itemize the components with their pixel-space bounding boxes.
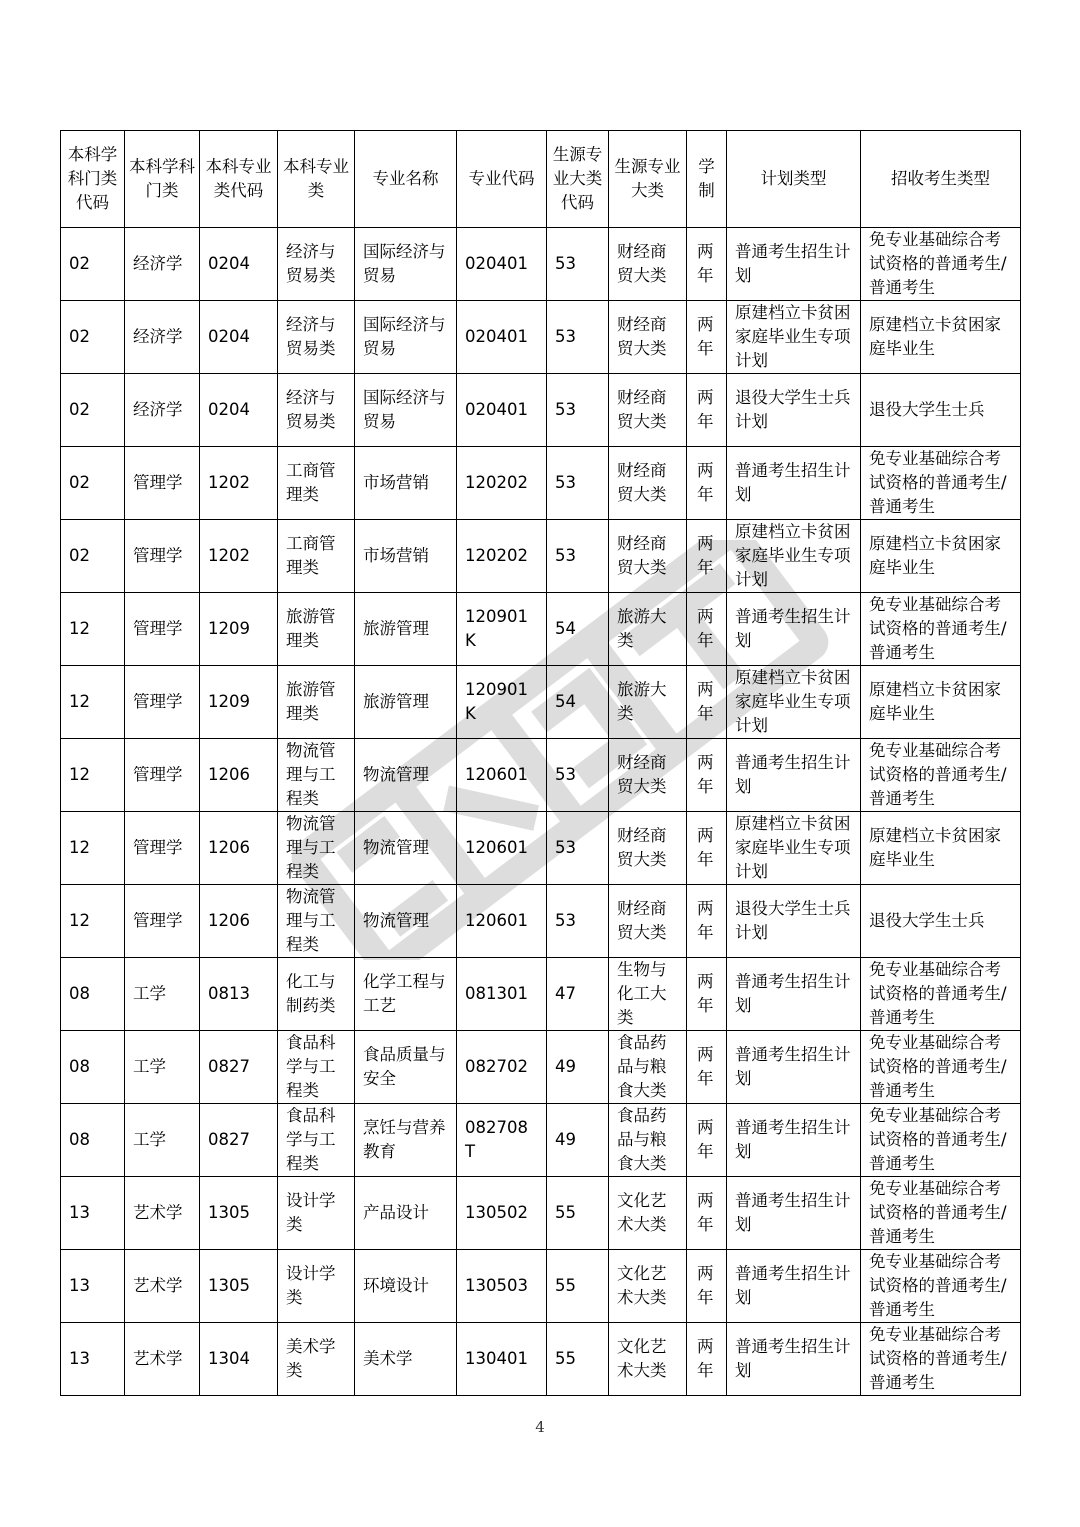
- cell-discipline-code: 02: [61, 374, 125, 447]
- cell-major-name: 烹饪与营养教育: [355, 1104, 457, 1177]
- cell-duration: 两年: [687, 958, 727, 1031]
- header-discipline: 本科学科门类: [125, 131, 200, 228]
- cell-source-class: 财经商贸大类: [609, 739, 687, 812]
- cell-major-name: 物流管理: [355, 885, 457, 958]
- cell-source-class: 生物与化工大类: [609, 958, 687, 1031]
- cell-major-class: 物流管理与工程类: [278, 812, 355, 885]
- table-row: [61, 812, 1021, 885]
- header-major-class: 本科专业类: [278, 131, 355, 228]
- cell-major-name: 市场营销: [355, 520, 457, 593]
- table-row: [61, 1104, 1021, 1177]
- cell-plan-type: 原建档立卡贫困家庭毕业生专项计划: [727, 301, 861, 374]
- cell-duration: 两年: [687, 593, 727, 666]
- cell-discipline-code: 13: [61, 1250, 125, 1323]
- table-row: [61, 1031, 1021, 1104]
- cell-source-class-code: 53: [547, 812, 609, 885]
- cell-duration: 两年: [687, 1104, 727, 1177]
- cell-major-name: 旅游管理: [355, 666, 457, 739]
- cell-major-class-code: 1209: [200, 593, 278, 666]
- cell-source-class: 文化艺术大类: [609, 1323, 687, 1396]
- cell-source-class-code: 53: [547, 520, 609, 593]
- table-row: [61, 1177, 1021, 1250]
- cell-discipline-code: 02: [61, 228, 125, 301]
- cell-major-class-code: 0827: [200, 1031, 278, 1104]
- cell-major-name: 食品质量与安全: [355, 1031, 457, 1104]
- cell-discipline-code: 02: [61, 447, 125, 520]
- cell-source-class-code: 53: [547, 885, 609, 958]
- cell-discipline: 管理学: [125, 739, 200, 812]
- cell-source-class-code: 55: [547, 1177, 609, 1250]
- cell-duration: 两年: [687, 666, 727, 739]
- cell-major-class-code: 1206: [200, 885, 278, 958]
- cell-student-type: 免专业基础综合考试资格的普通考生/普通考生: [861, 447, 1021, 520]
- cell-major-class-code: 0204: [200, 228, 278, 301]
- cell-discipline: 经济学: [125, 228, 200, 301]
- cell-plan-type: 普通考生招生计划: [727, 1250, 861, 1323]
- cell-major-class: 物流管理与工程类: [278, 739, 355, 812]
- cell-major-code: 120601: [457, 739, 547, 812]
- cell-major-class-code: 1206: [200, 739, 278, 812]
- cell-discipline: 经济学: [125, 301, 200, 374]
- cell-discipline: 管理学: [125, 666, 200, 739]
- cell-major-class-code: 1304: [200, 1323, 278, 1396]
- cell-major-code: 082702: [457, 1031, 547, 1104]
- cell-source-class-code: 54: [547, 593, 609, 666]
- cell-major-name: 美术学: [355, 1323, 457, 1396]
- cell-major-code: 020401: [457, 301, 547, 374]
- cell-discipline: 管理学: [125, 593, 200, 666]
- cell-major-class-code: 0827: [200, 1104, 278, 1177]
- cell-major-class: 旅游管理类: [278, 593, 355, 666]
- cell-student-type: 退役大学生士兵: [861, 374, 1021, 447]
- cell-student-type: 原建档立卡贫困家庭毕业生: [861, 301, 1021, 374]
- page-number: 4: [535, 1418, 545, 1436]
- cell-major-code: 130503: [457, 1250, 547, 1323]
- cell-major-name: 市场营销: [355, 447, 457, 520]
- cell-discipline: 管理学: [125, 520, 200, 593]
- header-student-type: 招收考生类型: [861, 131, 1021, 228]
- cell-source-class: 财经商贸大类: [609, 374, 687, 447]
- cell-source-class-code: 55: [547, 1250, 609, 1323]
- cell-duration: 两年: [687, 1250, 727, 1323]
- cell-student-type: 免专业基础综合考试资格的普通考生/普通考生: [861, 1031, 1021, 1104]
- cell-major-class: 工商管理类: [278, 447, 355, 520]
- cell-discipline-code: 13: [61, 1323, 125, 1396]
- cell-source-class: 旅游大类: [609, 593, 687, 666]
- cell-source-class-code: 53: [547, 301, 609, 374]
- admission-plan-table: [60, 130, 1021, 1396]
- cell-major-class-code: 1206: [200, 812, 278, 885]
- cell-duration: 两年: [687, 1323, 727, 1396]
- cell-source-class: 财经商贸大类: [609, 447, 687, 520]
- cell-source-class: 文化艺术大类: [609, 1177, 687, 1250]
- cell-major-code: 120901K: [457, 593, 547, 666]
- cell-plan-type: 普通考生招生计划: [727, 228, 861, 301]
- cell-duration: 两年: [687, 520, 727, 593]
- cell-student-type: 免专业基础综合考试资格的普通考生/普通考生: [861, 739, 1021, 812]
- cell-plan-type: 普通考生招生计划: [727, 447, 861, 520]
- cell-plan-type: 普通考生招生计划: [727, 593, 861, 666]
- cell-discipline: 管理学: [125, 885, 200, 958]
- cell-major-class-code: 1305: [200, 1177, 278, 1250]
- cell-discipline-code: 13: [61, 1177, 125, 1250]
- table-row: [61, 228, 1021, 301]
- header-major-class-code: 本科专业类代码: [200, 131, 278, 228]
- cell-discipline: 管理学: [125, 812, 200, 885]
- cell-duration: 两年: [687, 1031, 727, 1104]
- cell-student-type: 退役大学生士兵: [861, 885, 1021, 958]
- table-header: [61, 131, 1021, 228]
- cell-major-code: 120601: [457, 885, 547, 958]
- cell-source-class-code: 49: [547, 1031, 609, 1104]
- table-row: [61, 885, 1021, 958]
- cell-source-class-code: 47: [547, 958, 609, 1031]
- cell-plan-type: 原建档立卡贫困家庭毕业生专项计划: [727, 520, 861, 593]
- cell-discipline: 艺术学: [125, 1177, 200, 1250]
- cell-plan-type: 退役大学生士兵计划: [727, 374, 861, 447]
- cell-student-type: 免专业基础综合考试资格的普通考生/普通考生: [861, 593, 1021, 666]
- cell-discipline-code: 12: [61, 812, 125, 885]
- cell-discipline-code: 02: [61, 301, 125, 374]
- cell-major-class: 物流管理与工程类: [278, 885, 355, 958]
- cell-duration: 两年: [687, 374, 727, 447]
- cell-major-class: 设计学类: [278, 1250, 355, 1323]
- cell-major-name: 环境设计: [355, 1250, 457, 1323]
- cell-duration: 两年: [687, 1177, 727, 1250]
- cell-source-class: 食品药品与粮食大类: [609, 1104, 687, 1177]
- header-source-class: 生源专业大类: [609, 131, 687, 228]
- cell-major-name: 产品设计: [355, 1177, 457, 1250]
- cell-plan-type: 退役大学生士兵计划: [727, 885, 861, 958]
- cell-major-class-code: 1209: [200, 666, 278, 739]
- cell-student-type: 免专业基础综合考试资格的普通考生/普通考生: [861, 1323, 1021, 1396]
- cell-student-type: 原建档立卡贫困家庭毕业生: [861, 666, 1021, 739]
- cell-discipline-code: 12: [61, 666, 125, 739]
- header-row: [61, 131, 1021, 228]
- cell-major-class-code: 0813: [200, 958, 278, 1031]
- cell-major-code: 082708T: [457, 1104, 547, 1177]
- cell-source-class-code: 53: [547, 447, 609, 520]
- cell-major-class-code: 0204: [200, 301, 278, 374]
- cell-discipline: 管理学: [125, 447, 200, 520]
- cell-source-class: 财经商贸大类: [609, 301, 687, 374]
- cell-major-code: 130401: [457, 1323, 547, 1396]
- cell-discipline: 工学: [125, 1031, 200, 1104]
- table-row: [61, 447, 1021, 520]
- cell-discipline: 工学: [125, 1104, 200, 1177]
- header-source-class-code: 生源专业大类代码: [547, 131, 609, 228]
- cell-major-class-code: 1202: [200, 447, 278, 520]
- cell-major-class: 设计学类: [278, 1177, 355, 1250]
- cell-discipline-code: 12: [61, 885, 125, 958]
- cell-duration: 两年: [687, 739, 727, 812]
- header-major-code: 专业代码: [457, 131, 547, 228]
- cell-plan-type: 普通考生招生计划: [727, 1031, 861, 1104]
- cell-major-class: 旅游管理类: [278, 666, 355, 739]
- cell-major-class-code: 1202: [200, 520, 278, 593]
- cell-plan-type: 普通考生招生计划: [727, 958, 861, 1031]
- cell-plan-type: 原建档立卡贫困家庭毕业生专项计划: [727, 812, 861, 885]
- cell-student-type: 原建档立卡贫困家庭毕业生: [861, 520, 1021, 593]
- cell-duration: 两年: [687, 885, 727, 958]
- cell-source-class-code: 49: [547, 1104, 609, 1177]
- cell-major-class: 经济与贸易类: [278, 301, 355, 374]
- cell-major-name: 旅游管理: [355, 593, 457, 666]
- cell-major-name: 物流管理: [355, 812, 457, 885]
- cell-discipline-code: 08: [61, 1031, 125, 1104]
- cell-student-type: 免专业基础综合考试资格的普通考生/普通考生: [861, 1250, 1021, 1323]
- cell-student-type: 免专业基础综合考试资格的普通考生/普通考生: [861, 1104, 1021, 1177]
- cell-discipline: 艺术学: [125, 1323, 200, 1396]
- cell-major-code: 081301: [457, 958, 547, 1031]
- cell-duration: 两年: [687, 301, 727, 374]
- cell-major-class: 食品科学与工程类: [278, 1031, 355, 1104]
- cell-major-code: 120601: [457, 812, 547, 885]
- header-major-name: 专业名称: [355, 131, 457, 228]
- cell-major-class: 经济与贸易类: [278, 374, 355, 447]
- cell-student-type: 免专业基础综合考试资格的普通考生/普通考生: [861, 228, 1021, 301]
- cell-source-class: 食品药品与粮食大类: [609, 1031, 687, 1104]
- cell-plan-type: 普通考生招生计划: [727, 1323, 861, 1396]
- cell-major-name: 化学工程与工艺: [355, 958, 457, 1031]
- cell-discipline-code: 08: [61, 1104, 125, 1177]
- table-row: [61, 374, 1021, 447]
- cell-student-type: 免专业基础综合考试资格的普通考生/普通考生: [861, 1177, 1021, 1250]
- cell-source-class: 旅游大类: [609, 666, 687, 739]
- cell-major-code: 120202: [457, 447, 547, 520]
- table-body: [61, 228, 1021, 1396]
- table-row: [61, 520, 1021, 593]
- table-row: [61, 739, 1021, 812]
- cell-source-class-code: 55: [547, 1323, 609, 1396]
- cell-major-class: 化工与制药类: [278, 958, 355, 1031]
- cell-major-code: 130502: [457, 1177, 547, 1250]
- cell-discipline: 经济学: [125, 374, 200, 447]
- header-duration: 学制: [687, 131, 727, 228]
- cell-major-name: 国际经济与贸易: [355, 228, 457, 301]
- table-row: [61, 1323, 1021, 1396]
- cell-major-code: 020401: [457, 228, 547, 301]
- cell-source-class: 财经商贸大类: [609, 885, 687, 958]
- cell-plan-type: 普通考生招生计划: [727, 1104, 861, 1177]
- table-row: [61, 1250, 1021, 1323]
- cell-discipline: 工学: [125, 958, 200, 1031]
- cell-source-class-code: 54: [547, 666, 609, 739]
- cell-major-class: 美术学类: [278, 1323, 355, 1396]
- cell-source-class-code: 53: [547, 228, 609, 301]
- table-row: [61, 301, 1021, 374]
- cell-student-type: 原建档立卡贫困家庭毕业生: [861, 812, 1021, 885]
- cell-discipline-code: 12: [61, 739, 125, 812]
- cell-duration: 两年: [687, 447, 727, 520]
- cell-major-code: 120202: [457, 520, 547, 593]
- cell-source-class: 文化艺术大类: [609, 1250, 687, 1323]
- cell-discipline-code: 02: [61, 520, 125, 593]
- cell-source-class-code: 53: [547, 739, 609, 812]
- cell-duration: 两年: [687, 228, 727, 301]
- header-discipline-code: 本科学科门类代码: [61, 131, 125, 228]
- cell-major-name: 国际经济与贸易: [355, 301, 457, 374]
- cell-source-class-code: 53: [547, 374, 609, 447]
- cell-major-class: 工商管理类: [278, 520, 355, 593]
- cell-student-type: 免专业基础综合考试资格的普通考生/普通考生: [861, 958, 1021, 1031]
- cell-plan-type: 原建档立卡贫困家庭毕业生专项计划: [727, 666, 861, 739]
- cell-discipline-code: 08: [61, 958, 125, 1031]
- cell-major-name: 国际经济与贸易: [355, 374, 457, 447]
- cell-major-class: 经济与贸易类: [278, 228, 355, 301]
- cell-major-class-code: 0204: [200, 374, 278, 447]
- cell-plan-type: 普通考生招生计划: [727, 739, 861, 812]
- cell-duration: 两年: [687, 812, 727, 885]
- cell-plan-type: 普通考生招生计划: [727, 1177, 861, 1250]
- cell-major-class: 食品科学与工程类: [278, 1104, 355, 1177]
- table-row: [61, 666, 1021, 739]
- header-plan-type: 计划类型: [727, 131, 861, 228]
- cell-major-code: 120901K: [457, 666, 547, 739]
- cell-source-class: 财经商贸大类: [609, 520, 687, 593]
- cell-source-class: 财经商贸大类: [609, 812, 687, 885]
- table-row: [61, 958, 1021, 1031]
- table-row: [61, 593, 1021, 666]
- cell-discipline: 艺术学: [125, 1250, 200, 1323]
- cell-source-class: 财经商贸大类: [609, 228, 687, 301]
- cell-major-code: 020401: [457, 374, 547, 447]
- cell-major-name: 物流管理: [355, 739, 457, 812]
- cell-discipline-code: 12: [61, 593, 125, 666]
- cell-major-class-code: 1305: [200, 1250, 278, 1323]
